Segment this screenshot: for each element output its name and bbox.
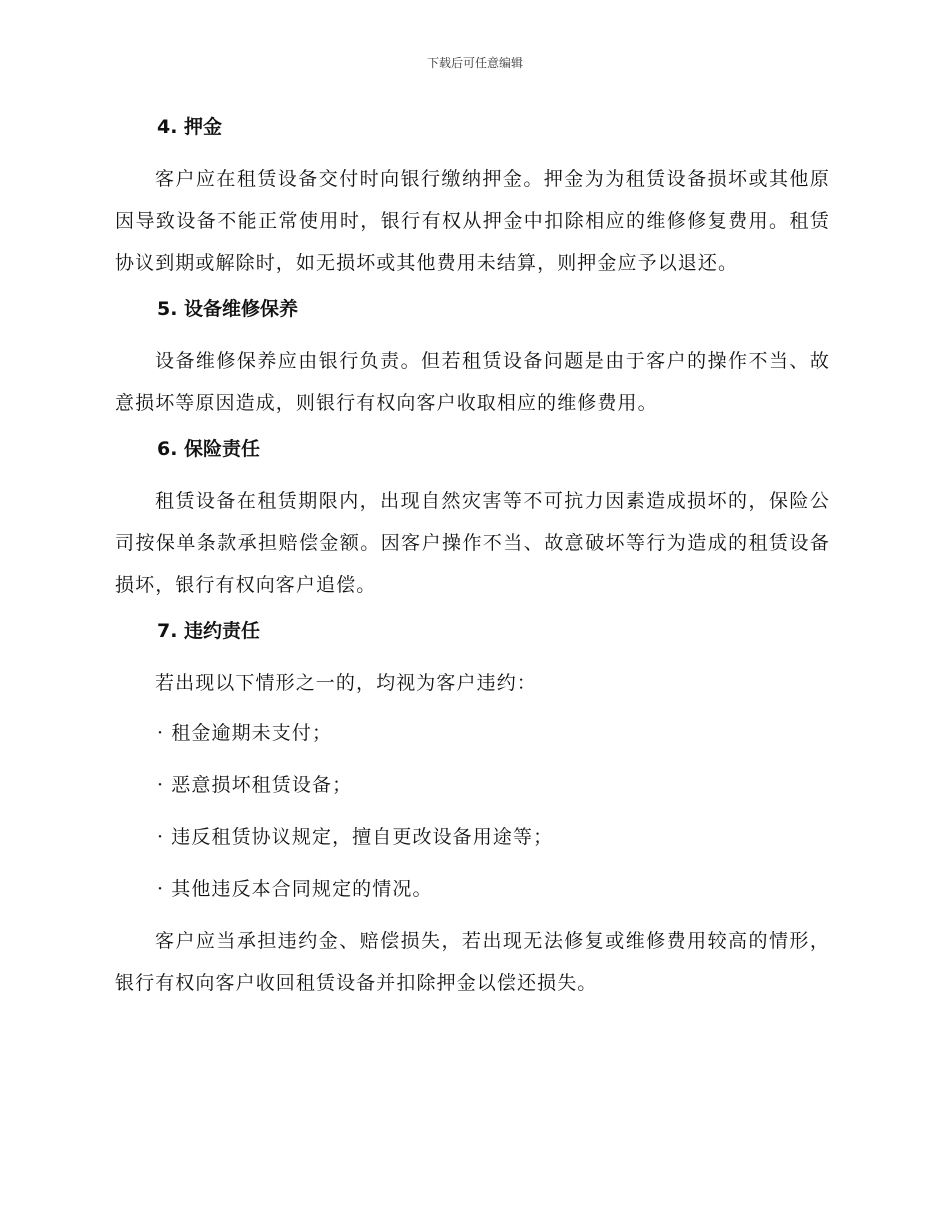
section-heading: 6. 保险责任 <box>157 438 261 460</box>
section-heading: 4. 押金 <box>157 116 223 138</box>
list-item: · 恶意损坏租赁设备； <box>157 774 353 796</box>
list-item: · 违反租赁协议规定，擅自更改设备用途等； <box>157 826 554 848</box>
section-maintenance <box>115 296 830 424</box>
section-paragraph: 客户应在租赁设备交付时向银行缴纳押金。押金为为租赁设备损坏或其他原因导致设备不能正常使用时，银行有权从押金中扣除相应的维修修复费用。租赁协议到期或解除时，如无损坏或其他费用未结算，则押金应予以退还。 <box>115 168 830 274</box>
section-intro: 若出现以下情形之一的，均视为客户违约： <box>155 672 537 694</box>
section-paragraph: 设备维修保养应由银行负责。但若租赁设备问题是由于客户的操作不当、故意损坏等原因造成，则银行有权向客户收取相应的维修费用。 <box>115 350 830 414</box>
page-header: 下载后可任意编辑 <box>426 56 523 70</box>
section-breach <box>115 618 830 1004</box>
section-deposit <box>115 114 830 284</box>
section-insurance <box>115 436 830 606</box>
section-heading: 7. 违约责任 <box>157 620 261 642</box>
section-heading: 5. 设备维修保养 <box>157 298 299 320</box>
document-body <box>115 114 830 1012</box>
list-item: · 其他违反本合同规定的情况。 <box>157 878 433 900</box>
section-paragraph: 租赁设备在租赁期限内，出现自然灾害等不可抗力因素造成损坏的，保险公司按保单条款承担赔偿金额。因客户操作不当、故意破坏等行为造成的租赁设备损坏，银行有权向客户追偿。 <box>115 490 830 596</box>
list-item: · 租金逾期未支付； <box>157 722 333 744</box>
section-closing: 客户应当承担违约金、赔偿损失，若出现无法修复或维修费用较高的情形，银行有权向客户收回租赁设备并扣除押金以偿还损失。 <box>115 930 830 994</box>
